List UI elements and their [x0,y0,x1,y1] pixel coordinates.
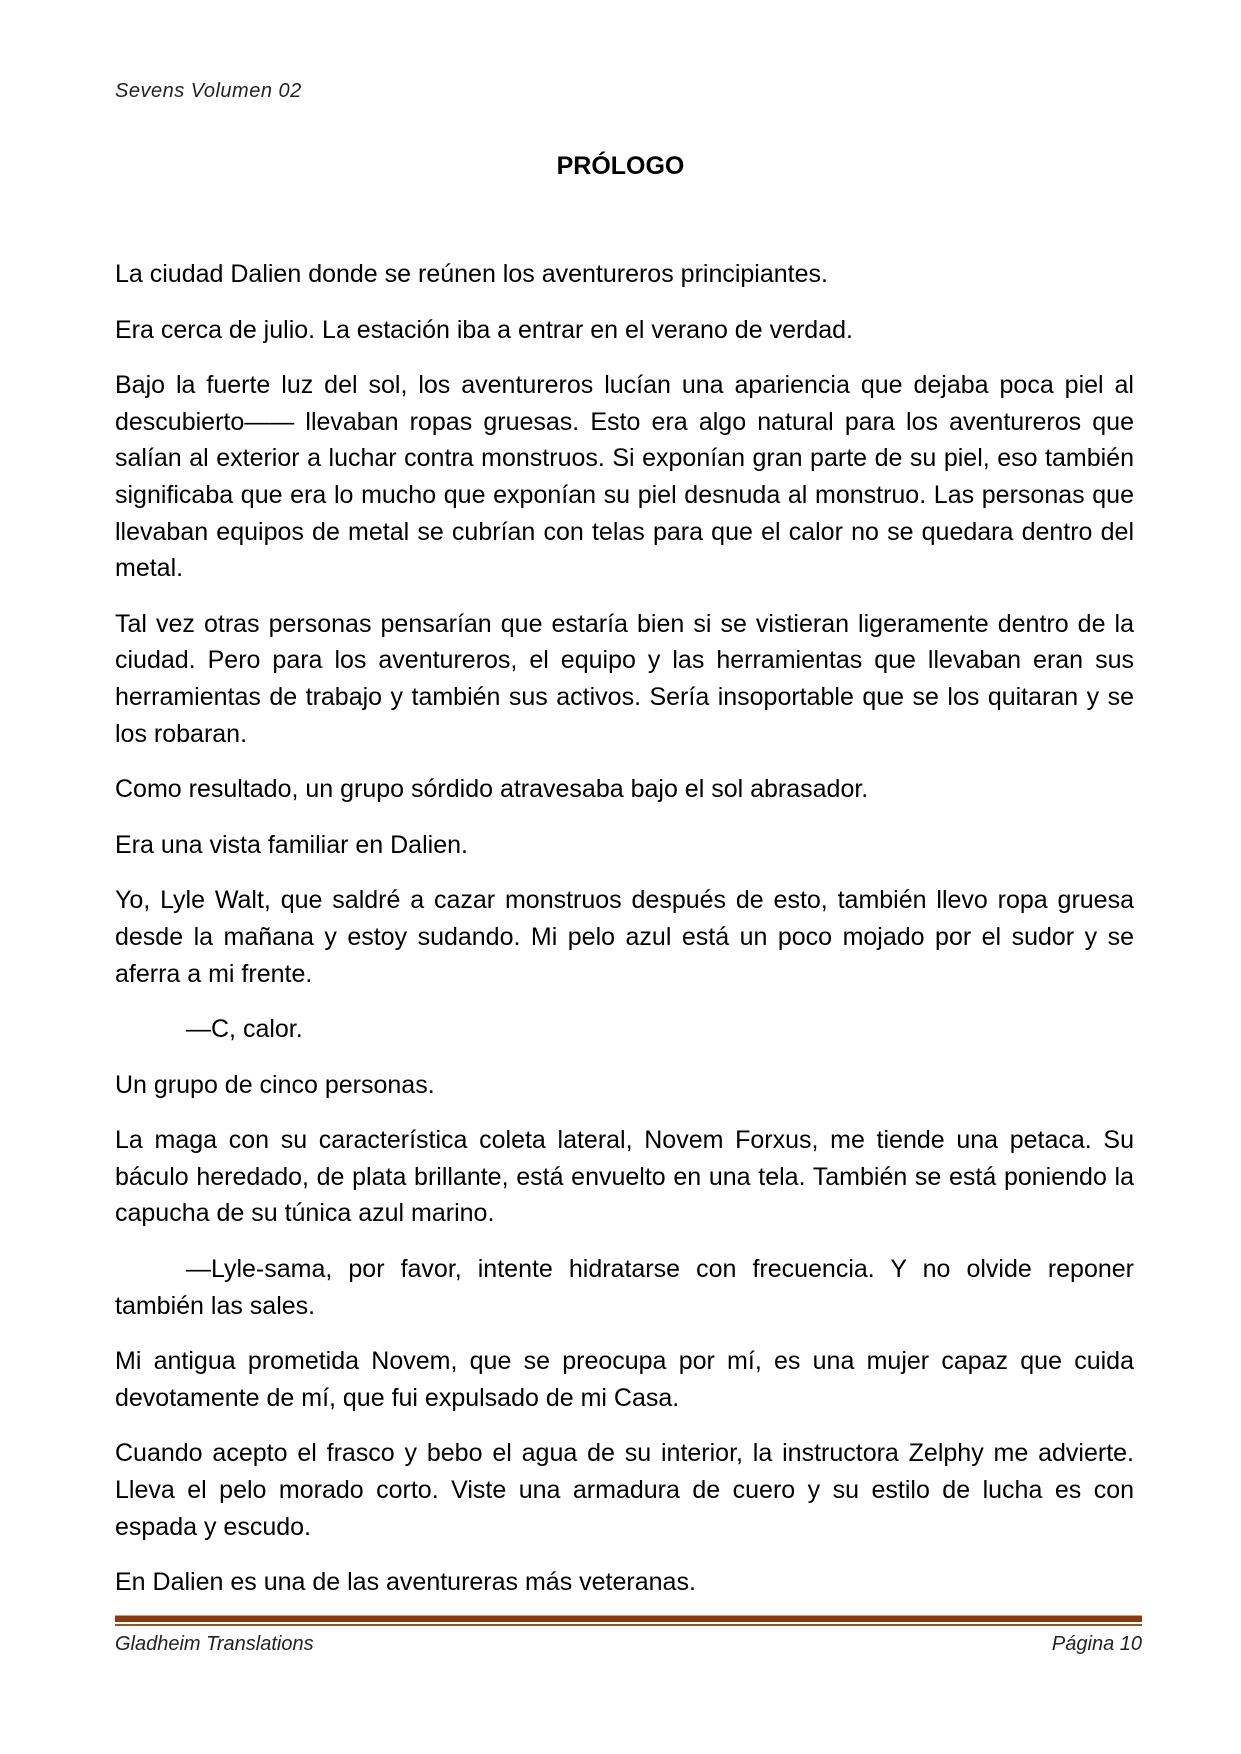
paragraph: Tal vez otras personas pensarían que estaría bien si se vistieran ligeramente dentro de la ciudad. Pero para los aventureros, el equipo y las herramientas que llevaban eran sus herramientas de trabajo y también sus activos. Sería insoportable que se los quitaran y se los robaran. [115,609,1134,748]
paragraph: Yo, Lyle Walt, que saldré a cazar monstruos después de esto, también llevo ropa gruesa desde la mañana y estoy sudando. Mi pelo azul está un poco mojado por el sudor y se aferra a mi frente. [115,886,1134,988]
dialogue-paragraph: —C, calor. [186,1015,303,1044]
footer-page-number: Página 10 [1051,1633,1142,1655]
dialogue-paragraph: —Lyle-sama, por favor, intente hidratarse con frecuencia. Y no olvide reponer también las sales. [115,1255,1134,1320]
paragraph: Bajo la fuerte luz del sol, los aventureros lucían una apariencia que dejaba poca piel al descubierto—— llevaban ropas gruesas. Esto era algo natural para los aventureros que salían al exterior a luchar contra monstruos. Si exponían gran parte de su piel, eso también significaba que era lo mucho que exponían su piel desnuda al monstruo. Las personas que llevaban equipos de metal se cubrían con telas para que el calor no se quedara dentro del metal. [115,371,1134,583]
chapter-title: PRÓLOGO [556,152,685,180]
footer-rule [115,1615,1142,1626]
paragraph: Cuando acepto el frasco y bebo el agua de su interior, la instructora Zelphy me advierte. Lleva el pelo morado corto. Viste una armadura de cuero y su estilo de lucha es con espada y escudo. [115,1439,1134,1541]
paragraph: En Dalien es una de las aventureras más veteranas. [115,1568,696,1597]
running-header: Sevens Volumen 02 [115,80,302,102]
paragraph: Mi antigua prometida Novem, que se preocupa por mí, es una mujer capaz que cuida devotamente de mí, que fui expulsado de mi Casa. [115,1347,1134,1412]
paragraph: Era una vista familiar en Dalien. [115,830,468,859]
paragraph: La ciudad Dalien donde se reúnen los aventureros principiantes. [115,260,828,288]
footer-publisher: Gladheim Translations [115,1633,314,1655]
body-text [115,256,1134,1620]
paragraph: Como resultado, un grupo sórdido atravesaba bajo el sol abrasador. [115,775,869,804]
paragraph: Un grupo de cinco personas. [115,1070,435,1099]
paragraph: Era cerca de julio. La estación iba a entrar en el verano de verdad. [115,315,853,344]
paragraph: La maga con su característica coleta lateral, Novem Forxus, me tiende una petaca. Su báculo heredado, de plata brillante, está envuelto en una tela. También se está poniendo la capucha de su túnica azul marino. [115,1126,1134,1228]
